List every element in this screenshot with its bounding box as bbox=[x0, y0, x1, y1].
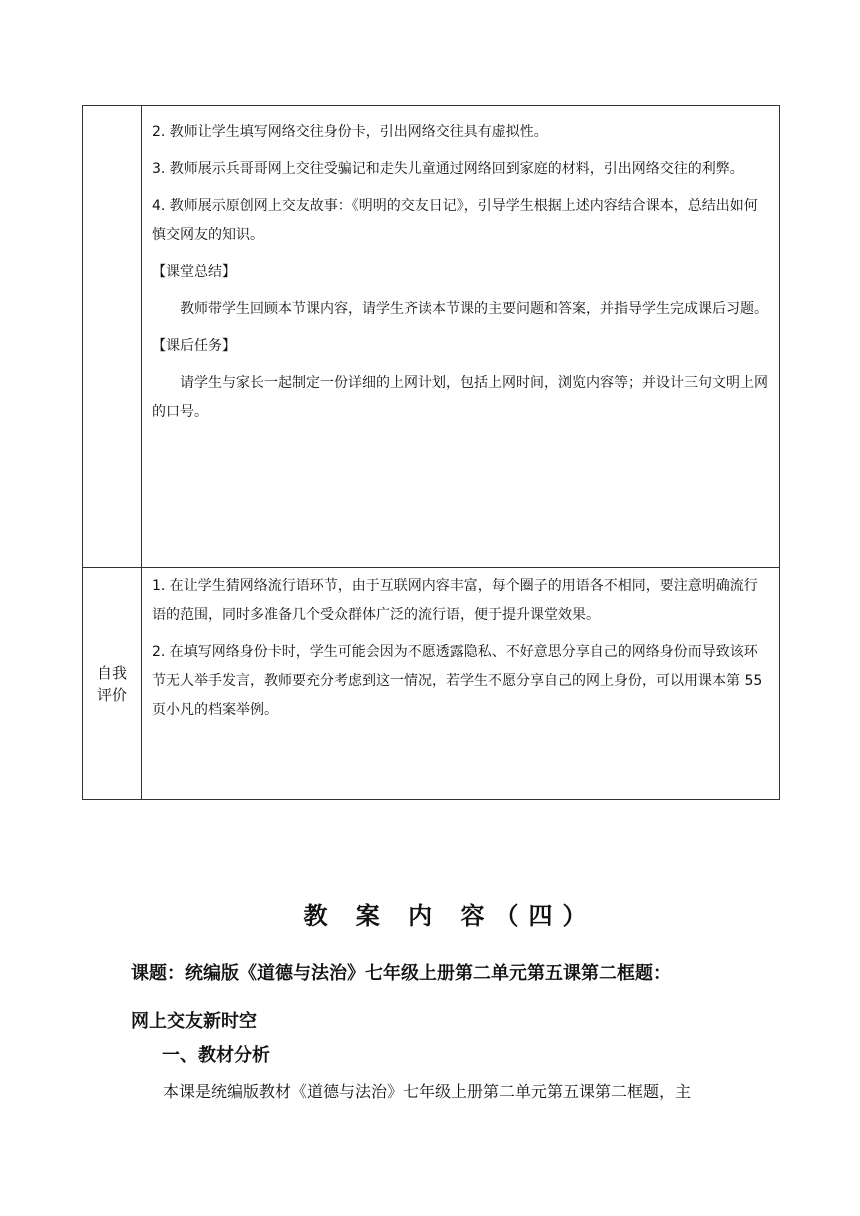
self-evaluation-item-2: 2. 在填写网络身份卡时，学生可能会因为不愿透露隐私、不好意思分享自己的网络身份而导致该环节无人举手发言，教师要充分考虑到这一情况，若学生不愿分享自己的网上身份，可以用课本第 55 页小凡的档案举例。 bbox=[152, 644, 763, 718]
process-step-2: 2. 教师让学生填写网络交往身份卡，引出网络交往具有虚拟性。 bbox=[152, 124, 548, 140]
row-label-cell bbox=[83, 106, 142, 568]
lesson-topic-line2: 网上交友新时空 bbox=[131, 1011, 257, 1032]
textbook-analysis-heading: 一、教材分析 bbox=[162, 1045, 270, 1066]
teaching-process-cell bbox=[142, 106, 780, 568]
process-step-3: 3. 教师展示兵哥哥网上交往受骗记和走失儿童通过网络回到家庭的材料，引出网络交往的利弊。 bbox=[152, 161, 744, 177]
lesson-plan-table bbox=[82, 105, 780, 800]
lesson-topic-line1: 课题：统编版《道德与法治》七年级上册第二单元第五课第二框题： bbox=[131, 963, 671, 984]
self-evaluation-label-line2: 评价 bbox=[96, 685, 127, 704]
section-title: 教 案 内 容（四） bbox=[303, 902, 597, 930]
self-evaluation-item-1: 1. 在让学生猜网络流行语环节，由于互联网内容丰富，每个圈子的用语各不相同，要注意明确流行语的范围，同时多准备几个受众群体广泛的流行语，便于提升课堂效果。 bbox=[152, 578, 758, 623]
lesson-topic bbox=[131, 950, 751, 1046]
summary-heading: 【课堂总结】 bbox=[152, 264, 236, 280]
homework-text: 请学生与家长一起制定一份详细的上网计划，包括上网时间，浏览内容等；并设计三句文明上网的口号。 bbox=[152, 375, 768, 420]
textbook-analysis-text: 本课是统编版教材《道德与法治》七年级上册第二单元第五课第二框题，主 bbox=[163, 1082, 692, 1101]
lesson-plan-section bbox=[0, 895, 860, 937]
summary-text: 教师带学生回顾本节课内容，请学生齐读本节课的主要问题和答案，并指导学生完成课后习题。 bbox=[180, 301, 768, 317]
process-step-4: 4. 教师展示原创网上交友故事：《明明的交友日记》，引导学生根据上述内容结合课本，总结出如何慎交网友的知识。 bbox=[152, 198, 758, 243]
self-evaluation-label bbox=[83, 568, 142, 800]
self-evaluation-row bbox=[83, 568, 780, 800]
homework-heading: 【课后任务】 bbox=[152, 338, 236, 354]
self-evaluation-label-line1: 自我 bbox=[96, 663, 127, 682]
teaching-process-row bbox=[83, 106, 780, 568]
self-evaluation-cell bbox=[142, 568, 780, 800]
